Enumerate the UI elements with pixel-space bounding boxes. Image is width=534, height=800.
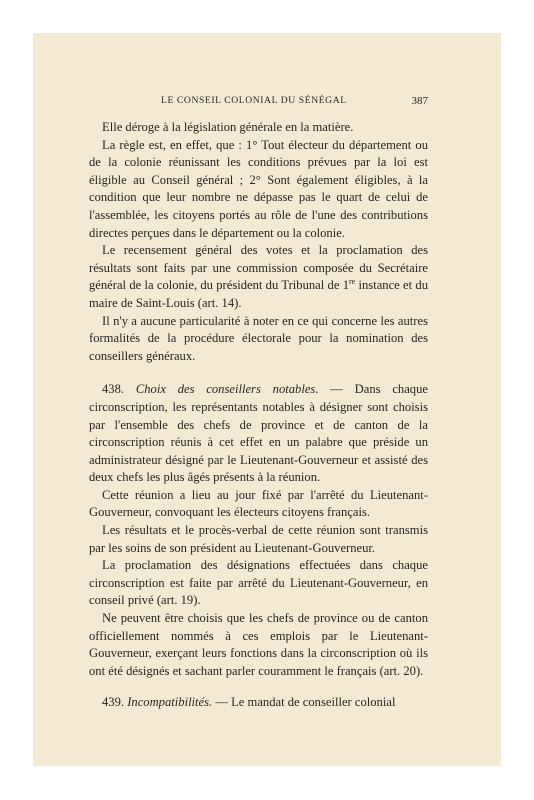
section-heading: Choix des conseillers notables. [135,382,319,397]
paragraph-text: instance et du maire de Saint-Louis (art. 14). [89,278,429,310]
paragraph [89,242,428,312]
running-header [33,95,501,111]
paragraph: La règle est, en effet, que : 1° Tout électeur du département ou de la colonie réunissant les conditions prévues par la loi est éligible au Conseil général ; 2° Sont également éligibles, à la condition que leur nombre ne dépasse pas le quart de celui de l'assemblée, les citoyens portés au rôle de l'une des contributions directes perçues dans le département ou la colonie. [89,137,428,240]
section-heading: Incompatibilités. [127,695,213,710]
superscript: re [349,277,356,287]
page-number: 387 [411,95,428,107]
paragraph: Les résultats et le procès-verbal de cette réunion sont transmis par les soins de son président au Lieutenant-Gouverneur. [89,523,428,555]
running-title: LE CONSEIL COLONIAL DU SÉNÉGAL [161,95,347,106]
paragraph: Elle déroge à la législation générale en la matière. [102,120,354,134]
paragraph: La proclamation des désignations effectuées dans chaque circonscription est faite par arrêté du Lieutenant-Gouverneur, en conseil privé (art. 19). [89,558,428,608]
book-page [33,33,501,766]
paragraph: Il n'y a aucune particularité à noter en ce qui concerne les autres formalités de la procédure électorale pour la nomination des conseillers généraux. [89,313,428,363]
section-439 [89,694,428,712]
body-text [89,119,428,712]
section-number: 439. [102,695,125,710]
paragraph: Ne peuvent être choisis que les chefs de province ou de canton officiellement nommés à ces emplois par le Lieutenant-Gouverneur, exerçant leurs fonctions dans la circonscription où ils ont été désignés et sachant parler couramment le français (art. 20). [89,611,428,678]
section-number: 438. [102,382,125,397]
section-body: — Dans chaque circonscription, les représentants notables à désigner sont choisis par l'ensemble des chefs de province et de canton de la circonscription réunis à cet effet en un palabre que préside un administrateur désigné par le Lieutenant-Gouverneur et assisté des deux chefs les plus âgés présents à la réunion. [89,382,428,485]
paragraph: Cette réunion a lieu au jour fixé par l'arrêté du Lieutenant-Gouverneur, convoquant les électeurs citoyens français. [89,487,428,520]
section-438 [89,381,428,487]
section-body: — Le mandat de conseiller colonial [212,695,396,710]
paragraph-text: Le recensement général des votes et la proclamation des résultats sont faits par une commission composée du Secrétaire général de la colonie, du président du Tribunal de 1 [89,243,428,293]
